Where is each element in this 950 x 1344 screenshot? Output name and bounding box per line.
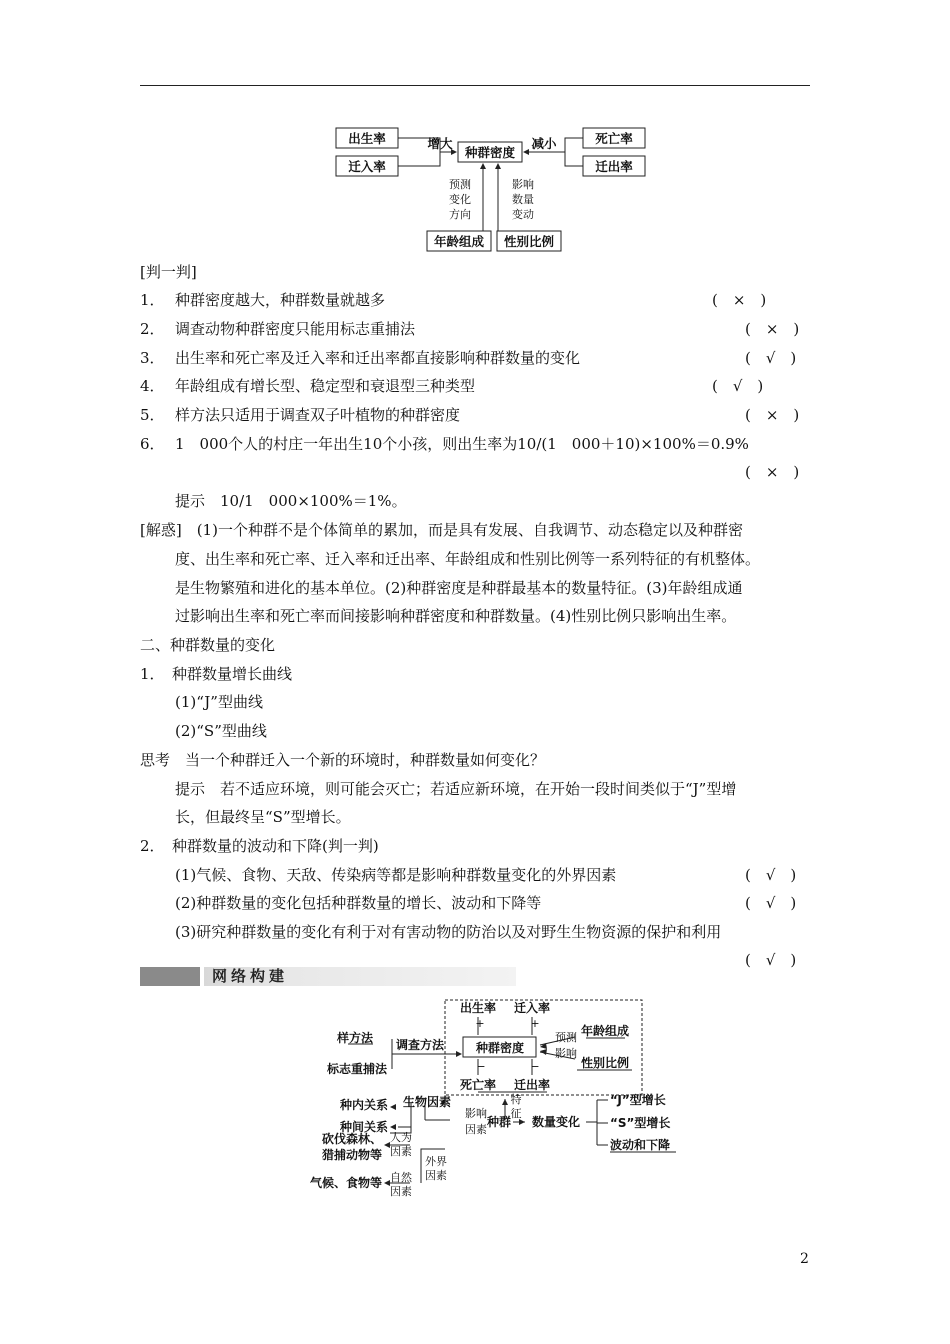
predict-label: 预测 [555, 1031, 577, 1044]
bio-factor-label: 生物因素 [402, 1095, 452, 1109]
s2-sub-2: (2)种群数量的变化包括种群数量的增长、波动和下降等 [175, 894, 542, 912]
network-title-bar [140, 967, 516, 986]
influence-label: 影响 [555, 1047, 577, 1060]
explain-line-4: 过影响出生率和死亡率而间接影响种群密度和种群数量。(4)性别比例只影响出生率。 [175, 607, 737, 625]
judge-mark-3: ( √ ) [745, 349, 797, 367]
quadrat-label: 样方法 [336, 1031, 373, 1045]
n-death-rate-label: 死亡率 [459, 1078, 497, 1092]
natural-factor-2: 因素 [390, 1185, 412, 1198]
emigration-rate-label: 迁出率 [595, 159, 633, 174]
population-density-diagram [330, 120, 660, 255]
judge-num-6: 6． [140, 435, 165, 453]
minus-1: − [476, 1060, 486, 1073]
judge-mark-5: ( × ) [745, 406, 800, 424]
n-birth-rate-label: 出生率 [459, 1001, 497, 1015]
influence-label-1: 影响 [512, 178, 534, 191]
s-growth-label: “S”型增长 [610, 1116, 671, 1130]
birth-rate-label: 出生率 [348, 131, 386, 146]
s2-item2: 2． 种群数量的波动和下降(判一判) [140, 837, 379, 855]
judge-text-2: 调查动物种群密度只能用标志重捕法 [175, 320, 416, 338]
plus-2: + [530, 1017, 540, 1030]
judge-mark-4: ( √ ) [712, 377, 764, 395]
judge-text-4: 年龄组成有增长型、稳定型和衰退型三种类型 [175, 377, 476, 395]
feature-2: 征 [510, 1107, 522, 1120]
density-label: 种群密度 [464, 145, 516, 160]
hint-2-line-2: 长，但最终呈“S”型增长。 [175, 808, 351, 826]
judge-text-1: 种群密度越大，种群数量就越多 [175, 291, 386, 309]
n-emigration-rate-label: 迁出率 [513, 1078, 551, 1092]
s2-item1: 1． 种群数量增长曲线 [140, 665, 293, 683]
hint-1: 提示 10/1 000×100%＝1%。 [175, 492, 407, 510]
inter-label: 种间关系 [339, 1120, 388, 1134]
network-title: 网络构建 [212, 967, 289, 985]
judge-num-5: 5． [140, 406, 165, 424]
intra-label: 种内关系 [339, 1098, 388, 1112]
decrease-label: 减小 [531, 136, 557, 151]
predict-label-3: 方向 [449, 208, 471, 221]
human-activity-1: 砍伐森林、 [321, 1132, 382, 1146]
s2-s-curve: (2)“S”型曲线 [175, 722, 267, 740]
judge-num-1: 1． [140, 291, 165, 309]
think: 思考 当一个种群迁入一个新的环境时，种群数量如何变化？ [140, 751, 546, 769]
judge-mark-1: ( × ) [712, 291, 767, 309]
influence-label-3: 变动 [512, 208, 534, 221]
judge-num-2: 2． [140, 320, 165, 338]
external-factor-1: 外界 [425, 1155, 447, 1168]
n-sex-ratio-label: 性别比例 [580, 1056, 630, 1070]
influence-factor-2: 因素 [465, 1123, 487, 1136]
header-rule [140, 85, 810, 86]
feature-1: 特 [510, 1093, 522, 1106]
n-density-label: 种群密度 [475, 1041, 525, 1055]
minus-2: − [530, 1060, 540, 1073]
s2-sub-3: (3)研究种群数量的变化有利于对有害动物的防治以及对野生生物资源的保护和利用 [175, 923, 722, 941]
influence-label-2: 数量 [512, 193, 534, 206]
increase-label: 增大 [427, 136, 453, 151]
s2-sub-mark-3: ( √ ) [745, 951, 797, 969]
human-factor-2: 因素 [390, 1145, 412, 1158]
j-growth-label: “J”型增长 [610, 1093, 666, 1107]
age-structure-label: 年龄组成 [433, 234, 485, 249]
page-number: 2 [800, 1251, 809, 1267]
section2-title: 二、种群数量的变化 [140, 636, 276, 654]
external-factor-2: 因素 [425, 1169, 447, 1182]
judge-text-5: 样方法只适用于调查双子叶植物的种群密度 [175, 406, 461, 424]
explain-line-3: 是生物繁殖和进化的基本单位。(2)种群密度是种群最基本的数量特征。(3)年龄组成通 [175, 579, 743, 597]
survey-method-label: 调查方法 [395, 1038, 445, 1052]
n-immigration-rate-label: 迁入率 [513, 1001, 551, 1015]
n-age-structure-label: 年龄组成 [580, 1024, 630, 1038]
judge-text-3: 出生率和死亡率及迁入率和迁出率都直接影响种群数量的变化 [175, 349, 581, 367]
predict-label-1: 预测 [449, 178, 471, 191]
climate-food-label: 气候、食物等 [309, 1176, 382, 1190]
s2-j-curve: (1)“J”型曲线 [175, 693, 263, 711]
network-diagram [300, 995, 700, 1207]
natural-factor-1: 自然 [390, 1171, 412, 1184]
judge-num-3: 3． [140, 349, 165, 367]
s2-sub-mark-2: ( √ ) [745, 894, 797, 912]
immigration-rate-label: 迁入率 [348, 159, 386, 174]
human-factor-1: 人为 [390, 1131, 412, 1144]
sex-ratio-label: 性别比例 [503, 234, 555, 249]
hint-2-line-1: 提示 若不适应环境，则可能会灭亡；若适应新环境，在开始一段时间类似于“J”型增 [175, 780, 737, 798]
quantity-change-label: 数量变化 [531, 1115, 581, 1129]
judge-text-6: 1 000个人的村庄一年出生10个小孩，则出生率为10/(1 000＋10)×100%＝0.9% [175, 435, 749, 453]
judge-mark-6: ( × ) [745, 463, 800, 481]
explain-line-2: 度、出生率和死亡率、迁入率和迁出率、年龄组成和性别比例等一系列特征的有机整体。 [175, 550, 761, 568]
mark-recapture-label: 标志重捕法 [326, 1062, 387, 1076]
population-label: 种群 [486, 1115, 511, 1129]
influence-factor-1: 影响 [465, 1107, 487, 1120]
explain-line-1: [解惑] (1)一个种群不是个体简单的累加，而是具有发展、自我调节、动态稳定以及种群密 [140, 521, 743, 539]
judge-mark-2: ( × ) [745, 320, 800, 338]
judge-num-4: 4． [140, 377, 165, 395]
s2-sub-mark-1: ( √ ) [745, 866, 797, 884]
death-rate-label: 死亡率 [595, 131, 633, 146]
fluctuation-label: 波动和下降 [610, 1138, 671, 1152]
s2-sub-1: (1)气候、食物、天敌、传染病等都是影响种群数量变化的外界因素 [175, 866, 617, 884]
predict-label-2: 变化 [449, 193, 471, 206]
plus-1: + [475, 1017, 485, 1030]
human-activity-2: 猎捕动物等 [321, 1148, 382, 1162]
judge-heading: [判一判] [140, 263, 197, 281]
